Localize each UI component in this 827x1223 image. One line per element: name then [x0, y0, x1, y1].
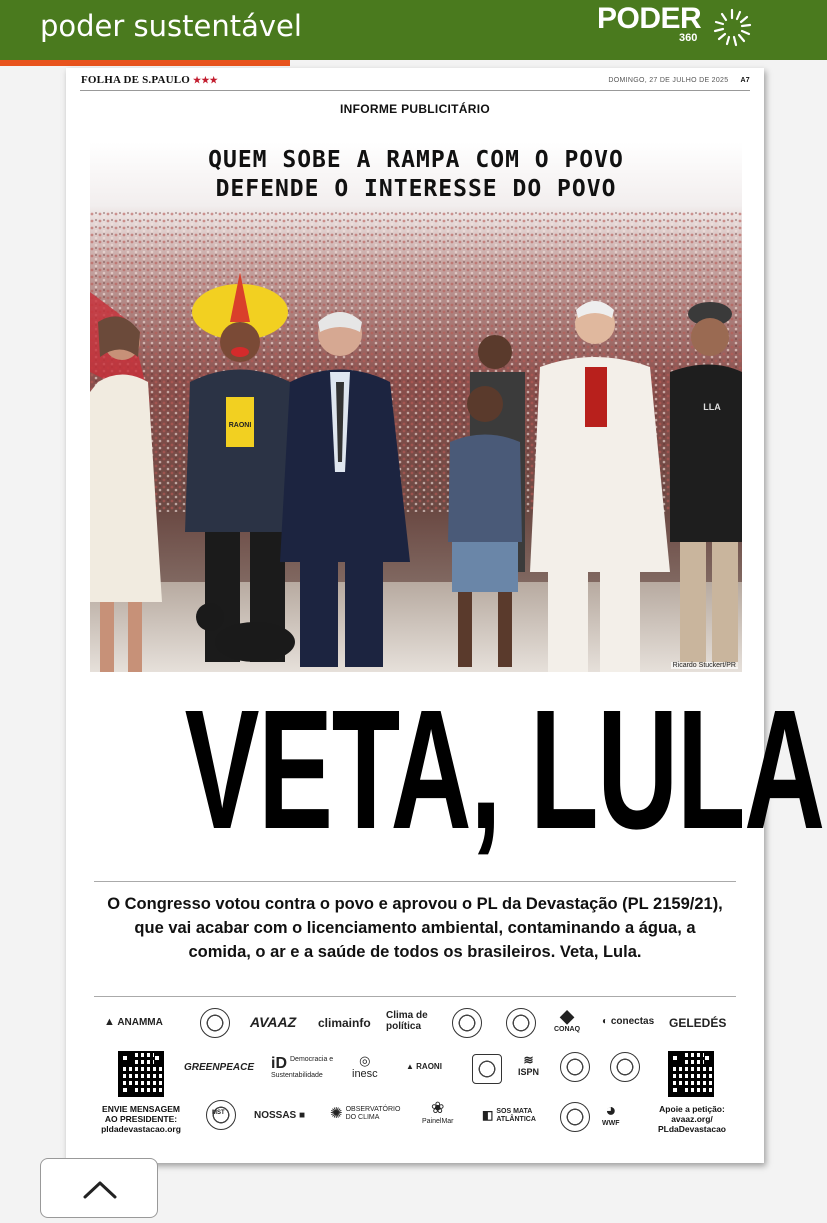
inesc-icon: ◎	[359, 1053, 371, 1068]
accent-line	[0, 60, 290, 66]
ids-icon: iD	[271, 1055, 287, 1072]
photo-credit: Ricardo Stuckert/PR	[672, 662, 736, 669]
conectas-icon: ◐	[602, 1016, 609, 1027]
ad-headline	[90, 146, 742, 204]
org-mst: MST	[212, 1110, 225, 1116]
raoni-icon: ▲	[406, 1062, 414, 1071]
org-clima-de-politica: Clima de política	[386, 1010, 428, 1032]
org-anamma: ▲ ANAMMA	[104, 1016, 163, 1028]
raoni-badge-text: RAONI	[228, 422, 252, 429]
masthead-title: FOLHA DE S.PAULO	[81, 74, 191, 86]
qr-code-right[interactable]	[668, 1051, 714, 1097]
org-geledes: GELEDÉS	[669, 1016, 727, 1030]
org-inesc: ◎ inesc	[352, 1053, 378, 1080]
cta-left[interactable]: ENVIE MENSAGEM AO PRESIDENTE: pldadevastacao.org	[101, 1104, 181, 1134]
org-avaaz: AVAAZ	[250, 1014, 297, 1030]
page-number: A7	[740, 77, 750, 84]
org-sos-mata: ◧ SOS MATA ATLÂNTICA	[482, 1108, 536, 1123]
sos-mata-icon: ◧	[482, 1108, 494, 1122]
panda-icon: ◕	[605, 1100, 617, 1120]
tree-icon: ▲	[104, 1016, 115, 1028]
headline-line-2: DEFENDE O INTERESSE DO POVO	[215, 176, 617, 202]
org-ids: iD Democracia e Sustentabilidade	[271, 1055, 334, 1079]
org-seal-1-icon	[200, 1008, 230, 1038]
org-observatorio: ✺ OBSERVATÓRIO DO CLIMA	[330, 1105, 401, 1122]
headline-line-1: QUEM SOBE A RAMPA COM O POVO	[208, 147, 624, 173]
observatorio-icon: ✺	[330, 1105, 343, 1122]
masthead-stars: ★★★	[193, 75, 218, 85]
conaq-icon: ◆	[560, 1006, 574, 1026]
painelmar-icon: ❀	[431, 1100, 445, 1117]
organizations-strip	[66, 68, 824, 1163]
ad-body-text: O Congresso votou contra o povo e aprovou o PL da Devastação (PL 2159/21), que vai acabar com o licenciamento ambiental, contaminando a água, a comida, o ar e a saúde de todos os brasileiros. Veta, Lula.	[107, 895, 723, 961]
chevron-up-icon	[41, 1159, 159, 1219]
logo-number: 360	[679, 32, 698, 44]
org-raoni: ▲ RAONI	[406, 1062, 442, 1071]
date-text: DOMINGO, 27 DE JULHO DE 2025	[608, 77, 729, 84]
newspaper-page	[66, 68, 824, 1163]
org-seal-6-icon	[610, 1052, 640, 1082]
org-conaq: ◆ CONAQ	[554, 1006, 581, 1033]
org-nossas: NOSSAS ■	[254, 1110, 306, 1121]
org-conectas: ◐ conectas	[602, 1016, 655, 1027]
org-climainfo: climainfo	[318, 1016, 371, 1030]
ispn-icon: ≋	[523, 1053, 534, 1067]
org-greenpeace: GREENPEACE	[184, 1062, 255, 1073]
logo-word: PODER	[597, 2, 702, 35]
ad-label: INFORME PUBLICITÁRIO	[340, 102, 490, 116]
logo-sunburst-icon	[707, 2, 757, 52]
org-seal-2-icon	[452, 1008, 482, 1038]
shirt-text: LLA	[703, 402, 721, 412]
org-seal-7-icon	[560, 1102, 590, 1132]
org-seal-3-icon	[506, 1008, 536, 1038]
org-painelmar: ❀ PainelMar	[422, 1100, 454, 1125]
poder360-logo[interactable]	[597, 2, 767, 52]
scroll-up-button[interactable]	[40, 1158, 158, 1218]
org-wwf: ◕ WWF	[602, 1100, 620, 1127]
org-ispn: ≋ ISPN	[518, 1053, 540, 1077]
ad-big-title: VETA, LULA	[184, 675, 824, 865]
nossas-icon: ■	[299, 1110, 306, 1121]
section-title[interactable]: poder sustentável	[40, 9, 302, 43]
org-seal-4-icon	[472, 1054, 502, 1084]
org-seal-5-icon	[560, 1052, 590, 1082]
cta-right[interactable]: Apoie a petição: avaaz.org/ PLdaDevastacao	[657, 1104, 727, 1134]
qr-code-left[interactable]	[118, 1051, 164, 1097]
site-header	[0, 0, 827, 60]
